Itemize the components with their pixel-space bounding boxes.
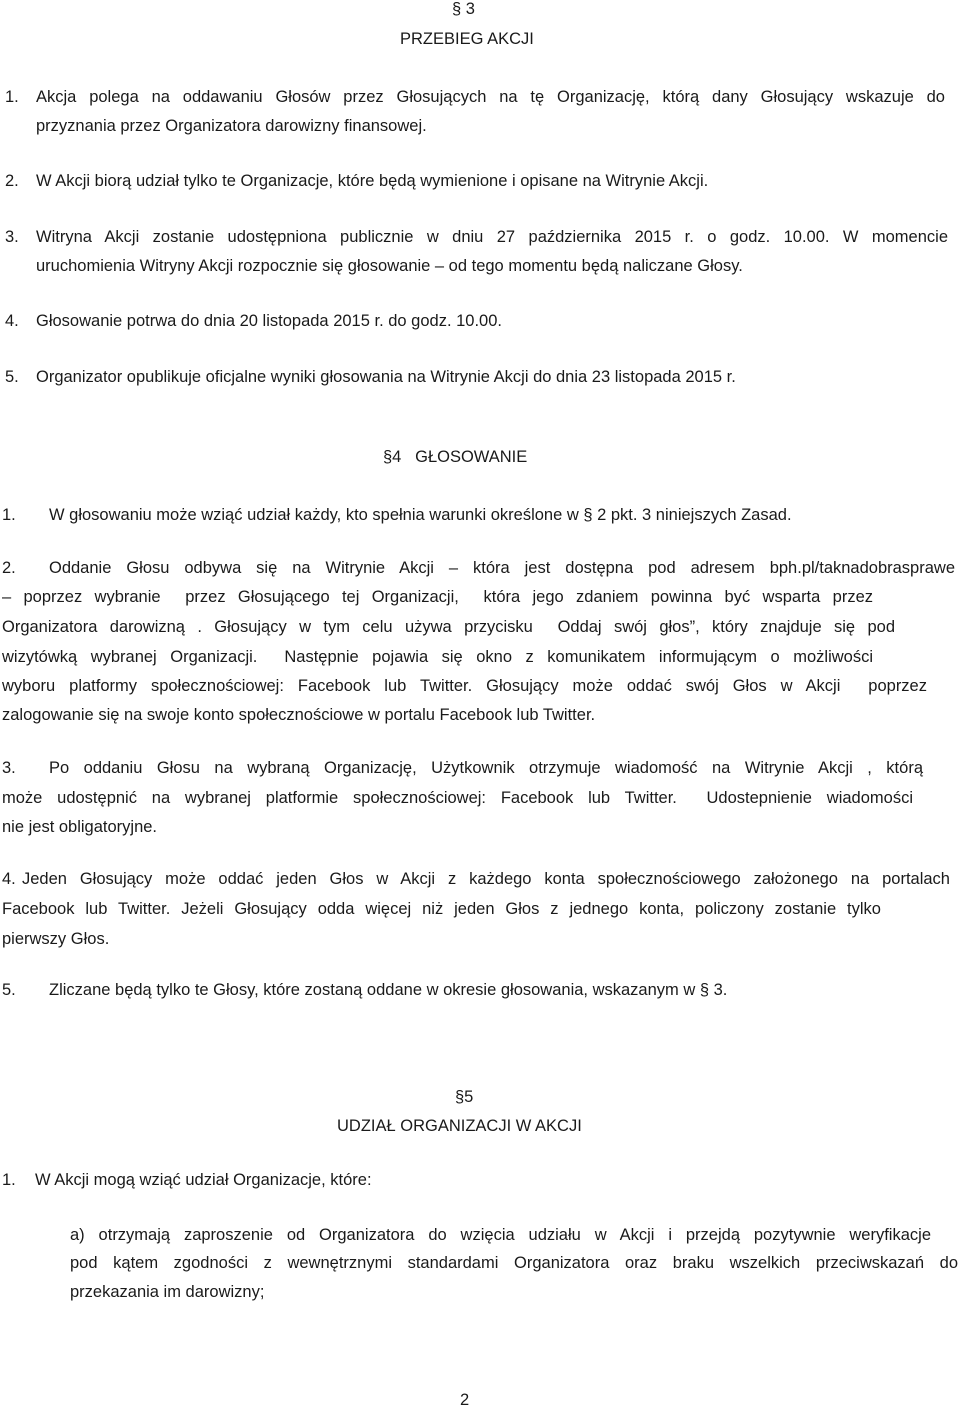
s3-item-4-number: 4. (5, 312, 19, 330)
s5-sub-a-line-1: a) otrzymają zaproszenie od Organizatora do wzięcia udziału w Akcji i przejdą pozytywnie weryfikacje (70, 1226, 931, 1244)
s3-item-1-line-1: Akcja polega na oddawaniu Głosów przez Głosujących na tę Organizację, którą dany Głosujący wskazuje do (36, 88, 945, 106)
section-5-title: UDZIAŁ ORGANIZACJI W AKCJI (337, 1117, 582, 1135)
s4-item-2-line-1: Oddanie Głosu odbywa się na Witrynie Akcji – która jest dostępna pod adresem bph.pl/taknadobrasprawe (49, 559, 955, 577)
s4-item-5-number: 5. (2, 981, 16, 999)
s4-item-2-line-3: Organizatora darowizną . Głosujący w tym celu używa przycisku Oddaj swój głos”, który znajduje się pod (2, 618, 895, 636)
s4-item-3-line-3: nie jest obligatoryjne. (2, 818, 158, 836)
s4-item-4-line-2: Facebook lub Twitter. Jeżeli Głosujący odda więcej niż jeden Głos z jednego konta, policzony zostanie tylko (2, 900, 881, 918)
s4-item-3-line-2: może udostępnić na wybranej platformie społecznościowej: Facebook lub Twitter. Udostepnienie wiadomości (2, 789, 913, 807)
s3-item-5-number: 5. (5, 368, 19, 386)
s4-item-3-line-1: Po oddaniu Głosu na wybraną Organizację, Użytkownik otrzymuje wiadomość na Witrynie Akcji , którą (49, 759, 923, 777)
page-number: 2 (460, 1391, 470, 1409)
s3-item-5-line-1: Organizator opublikuje oficjalne wyniki głosowania na Witrynie Akcji do dnia 23 listopada 2015 r. (36, 368, 736, 386)
section-5-heading: §5 (455, 1088, 474, 1106)
s4-item-4-number: 4. (2, 870, 16, 888)
s3-item-1-line-2: przyznania przez Organizatora darowizny finansowej. (36, 117, 427, 135)
s5-item-1-text: W Akcji mogą wziąć udział Organizacje, które: (35, 1171, 372, 1189)
s4-item-1-number: 1. (2, 506, 16, 524)
s3-item-4-line-1: Głosowanie potrwa do dnia 20 listopada 2015 r. do godz. 10.00. (36, 312, 502, 330)
section-4-heading: §4 GŁOSOWANIE (383, 448, 528, 466)
s4-item-3-number: 3. (2, 759, 16, 777)
section-3-title: PRZEBIEG AKCJI (400, 30, 534, 48)
s3-item-3-line-2: uruchomienia Witryny Akcji rozpocznie się głosowanie – od tego momentu będą naliczane Głosy. (36, 257, 743, 275)
s4-item-2-line-2: – poprzez wybranie przez Głosującego tej Organizacji, która jego zdaniem powinna być wsparta przez (2, 588, 873, 606)
s4-item-2-line-4: wizytówką wybranej Organizacji. Następnie pojawia się okno z komunikatem informującym o możliwości (2, 648, 873, 666)
s5-sub-a-line-3: przekazania im darowizny; (70, 1283, 265, 1301)
s5-sub-a-line-2: pod kątem zgodności z wewnętrznymi standardami Organizatora oraz braku wszelkich przeciwskazań do (70, 1254, 958, 1272)
s5-item-1-number: 1. (2, 1171, 16, 1189)
s3-item-1-number: 1. (5, 88, 19, 106)
s4-item-2-number: 2. (2, 559, 16, 577)
s4-item-4-line-3: pierwszy Głos. (2, 930, 110, 948)
s3-item-2-number: 2. (5, 172, 19, 190)
s4-item-2-line-5: wyboru platformy społecznościowej: Facebook lub Twitter. Głosujący może oddać swój Głos w Akcji poprzez (2, 677, 927, 695)
section-3-heading: § 3 (452, 0, 475, 18)
s3-item-3-number: 3. (5, 228, 19, 246)
s4-item-5-line-1: Zliczane będą tylko te Głosy, które zostaną oddane w okresie głosowania, wskazanym w § 3. (49, 981, 728, 999)
s3-item-2-line-1: W Akcji biorą udział tylko te Organizacje, które będą wymienione i opisane na Witrynie Akcji. (36, 172, 709, 190)
s4-item-1-line-1: W głosowaniu może wziąć udział każdy, kto spełnia warunki określone w § 2 pkt. 3 niniejszych Zasad. (49, 506, 792, 524)
s3-item-3-line-1: Witryna Akcji zostanie udostępniona publicznie w dniu 27 października 2015 r. o godz. 10.00. W momencie (36, 228, 948, 246)
s4-item-4-line-1: Jeden Głosujący może oddać jeden Głos w Akcji z każdego konta społecznościowego założonego na portalach (22, 870, 950, 888)
s4-item-2-line-6: zalogowanie się na swoje konto społecznościowe w portalu Facebook lub Twitter. (2, 706, 596, 724)
